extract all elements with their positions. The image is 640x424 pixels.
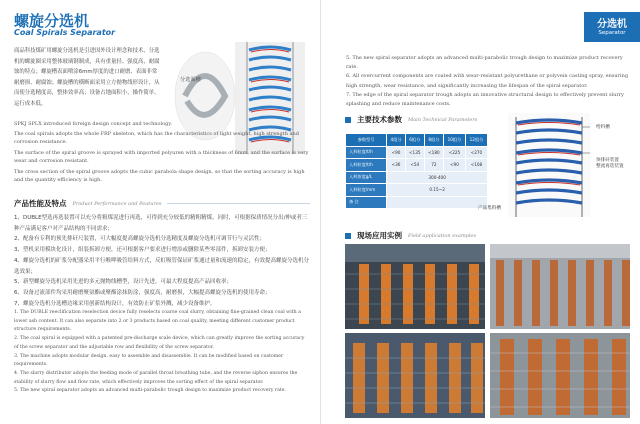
table-row [346,196,488,209]
feature-cn-item: 1、DUBLE型选再选装置可以充分将粗煤泥进行再选，可得到充分较低的精粗精煤，同时，可根据保质情况分出/伸或者三种产品满足客户对产品结构的不同需求； [14,215,308,232]
feature-en-item: 3. The machine adopts modular design, easy to assemble and disassemble. It can be modified based on customer requirements. [14,353,284,368]
parameters-table [345,133,488,209]
field-heading-cn: 现场应用实例 [357,231,402,240]
table-row-header: 入料粒度/mm [346,184,387,197]
page-subtitle: Coal Spirals Separator [14,28,116,37]
table-header-cell: 10组分 [443,134,465,147]
section-square-icon [345,233,351,239]
table-cell: <90 [387,146,405,159]
feature-en-item: 4. The slurry distributor adopts the feeding mode of parallel throat breathing tube, and the reverse siphon ensures the stability of slurry flow and flow rate, which effectively improves the sorting effect of the spiral separator. [14,370,298,385]
params-heading-en: Main Technical Parameters [408,116,478,123]
table-cell: <108 [465,159,487,172]
features-english [14,309,310,396]
table-row [346,146,488,159]
feature-en-item: 7. The edge of the spiral separator trough adopts an innovative structural design to effectively prevent slurry splashing and reduce maintenance costs. [346,91,624,108]
feature-cn-item: 6、设备过流部件均采用耐磨聚氨酯或聚酯涂抹防涂，强度高，耐磨损，大幅提高螺旋分选机的使用寿命； [14,289,271,296]
table-cell: 0.15~2 [387,184,488,197]
table-cell: 300-400 [387,171,488,184]
table-header-row [346,134,488,147]
table-row-header: 入料浓度g/L [346,171,387,184]
field-photo-2 [490,244,630,329]
page-title: 螺旋分选机 [14,12,90,30]
table-row [346,171,488,184]
separator-diagram-photo [508,113,590,217]
features-heading [14,198,310,209]
table-cell [387,196,488,209]
table-header-cell: 8组分 [424,134,443,147]
table-header-cell: 6组分 [405,134,424,147]
table-header-cell: 4组分 [387,134,405,147]
table-cell: <90 [443,159,465,172]
intro-en-2: The coal spirals adopts the whole FRP skeleton, which has the characteristics of light weight, high strength and corrosion resistance. [14,131,299,146]
feature-en-item: 5. The new spiral separator adopts an advanced multi-parabolic trough design to maximize product recovery rate. [346,55,623,71]
table-header-cell: 12组分 [465,134,487,147]
photo-label: 分选面槽 [180,77,201,83]
feature-en-item: 2. The coal spiral is equipped with a patented pre-discharge scale device, which can greatly improve the sorting accuracy of the screw separator and the adjustable row and flexibility of the screw separator. [14,336,305,350]
table-cell: 72 [424,159,443,172]
features-heading-en: Product Performance and Features [72,200,162,207]
feature-en-item: 5. The new spiral separator adopts an advanced multi-parabolic trough design to maximize product recovery rate. [14,388,287,394]
feature-en-item: 1. The DUBLE reeclification reselection device fully reselects coarse coal slurry, obtaining fine-grained clean coal with a lower ash content. It can also separate into 2 or 3 products based on coal quality, meeting different customer product structure requirements. [14,310,301,333]
feature-cn-item: 5、新型螺旋分选机采用先进的多元抛物线槽型，设计先进，可最大程度提高产品回收率； [14,279,233,286]
intro-en-3: The surface of the spiral groove is sprayed with imported polyuren with a thickness of 6mm, and the surface is very wear and corrosion resistant. [14,150,309,165]
corner-badge-cn: 分选机 [597,19,627,30]
params-heading-cn: 主要技术参数 [357,115,402,124]
table-row-header: 备 注 [346,196,387,209]
params-heading [345,114,495,125]
table-row [346,159,488,172]
right-top-text [346,54,631,109]
features-heading-cn: 产品性能及特点 [14,199,67,208]
table-cell: <180 [424,146,443,159]
feature-cn-item: 3、塑机采用模块化设计，组装拆卸方便，还可根据客户要求进行增添或删除某些零部件，拆卸安装方便； [14,247,271,254]
table-row-header: 入料粒度/t/h [346,146,387,159]
feature-en-item: 6. All overcurrent components are coated with wear-resistant polyurethane or polyvein casting spray, ensuring high strength, wear resistance, and significantly increasing the lifespan of the spiral separator. [346,73,629,89]
table-cell: <36 [387,159,405,172]
feature-cn-item: 7、螺旋分选机分选槽边缘采用创新结构设计，有效防止矿浆外溅，减少设备维护。 [14,300,216,307]
field-heading-en: Field application examples [408,232,477,239]
feature-cn-item: 2、配备有专利的预先排矸尺装置，可大幅度提高螺旋分选机分选精度及螺旋分选机可调节行与灵活性； [14,236,266,243]
intro-en-1: SPKJ SPLX introduced foreign design concept and technology. [14,121,173,127]
table-cell: <225 [443,146,465,159]
product-collector-label: 产品集料槽 [478,206,501,211]
table-row [346,184,488,197]
splitter-label: 预排矸装置 整流再选装置 [596,158,624,169]
table-cell: <270 [465,146,487,159]
section-square-icon [345,117,351,123]
table-cell: <54 [405,159,424,172]
corner-badge [584,12,640,42]
table-cell: <135 [405,146,424,159]
feature-cn-item: 4、螺旋分选机的矿浆分配器采用平行喉呷吸管给料方式，反虹吸管保证矿浆通过量和流速的稳定，有效提高螺旋分选机分选效果； [14,257,310,275]
field-photo-1 [345,244,485,329]
feed-trough-label: 给料槽 [596,125,610,130]
corner-badge-en: Separator [598,30,626,36]
table-row-header: 入料粒度/t/h [346,159,387,172]
field-heading [345,230,495,241]
intro-en-4: The cross section of the spiral groove adopts the cubic parabola shape design, so that the sorting accuracy is high and the quantity efficiency is high. [14,169,305,184]
field-photo-3 [345,333,485,418]
divider [167,203,310,204]
table-header-cell: 参数型号 [346,134,387,147]
field-photo-4 [490,333,630,418]
features-chinese [14,213,310,309]
intro-chinese: 商品科技煤矿用螺旋分选机是引进国外设计理念和技术，分选机的螺旋圈采用整体玻璃钢制成，具有重量轻、强度高、耐腐蚀的特点；螺旋槽表面喷涂6mm厚度的进口耐磨、表面非常耐磨损、耐腐蚀；螺旋槽的横断面采用立方抛物线形设计，从而使分选精度高，整体效率高；设备占地面积小、操作简单、运行成本低。 [14,48,160,107]
